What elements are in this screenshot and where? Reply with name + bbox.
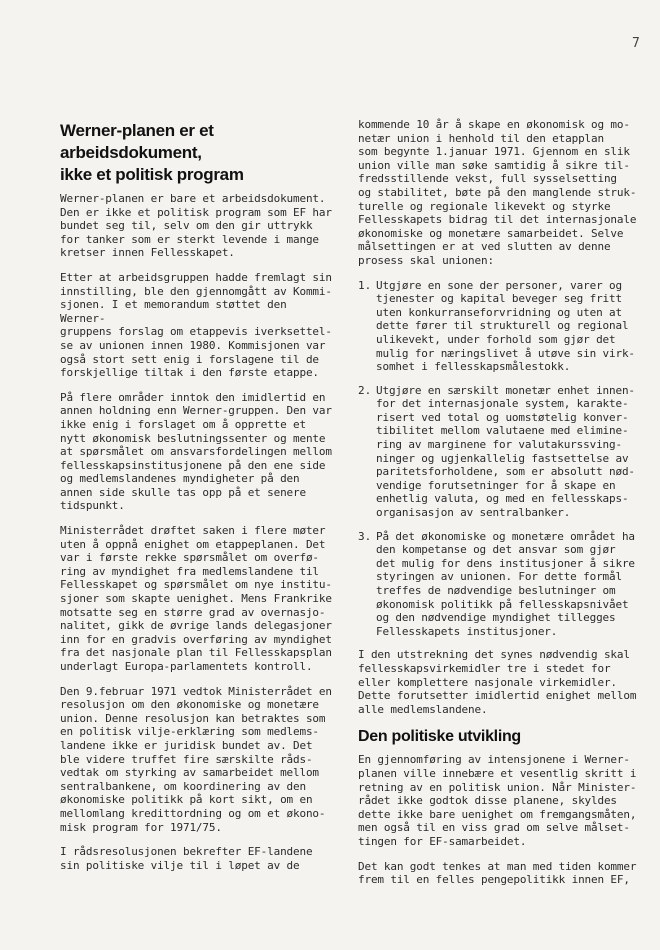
paragraph: En gjennomføring av intensjonene i Werner- planen ville innebære et vesentlig skritt i retning av en politisk union. Når Minister- rådet ikke godtok disse planene, skyldes dette ikke bare uenighet om fremgangsmåten, men også til en viss grad om selve målset- tingen for EF-samarbeidet. (358, 753, 637, 848)
list-item-number: 2. (358, 383, 372, 397)
page-number: 7 (632, 36, 640, 51)
article-title-line-2: ikke et politisk program (60, 165, 244, 184)
list-item-number: 1. (358, 278, 372, 292)
numbered-list (358, 279, 640, 639)
list-item-number: 3. (358, 529, 372, 543)
paragraph: Ministerrådet drøftet saken i flere møter uten å oppnå enighet om etappeplanen. Det var i første rekke spørsmålet om overfø- ring av myndighet fra medlemslandene til Fellesskapet og spørsmålet om nye institu- sjoner som skapte uenighet. Mens Frankrike motsatte seg en større grad av overnasjo- nalitet, gikk de øvrige lands delegasjoner inn for en gradvis overføring av myndighet fra det nasjonale plan til Fellesskapsplan underlagt Europa-parlamentets kontroll. (60, 524, 332, 673)
paragraph: Etter at arbeidsgruppen hadde fremlagt sin innstilling, ble den gjennomgått av Kommi- sjonen. I et memorandum støttet den Werner- gruppens forslag om etappevis iverksettel- se av unionen innen 1980. Kommisjonen var også stort sett enig i forslagene til de forskjellige tiltak i den første etappe. (60, 270, 332, 380)
paragraph: kommende 10 år å skape en økonomisk og mo- netær union i henhold til den etapplan som begynte 1.januar 1971. Gjennom en slik union ville man søke samtidig å sikre til- fredsstillende vekst, full sysselsetting og stabilitet, bøte på den manglende struk- turelle og regionale likevekt og styrke Fellesskapets bidrag til det internasjonale økonomiske og monetære samarbeidet. Selve målsettingen er at ved slutten av denne prosess skal unionen: (358, 118, 637, 267)
article-title (60, 120, 338, 186)
right-column (358, 118, 640, 898)
paragraph: Den 9.februar 1971 vedtok Ministerrådet en resolusjon om den økonomiske og monetære union. Denne resolusjon kan betraktes som en politisk vilje-erklæring som medlems- landene ikke er juridisk bundet av. Det ble videre truffet fire særskilte råds- vedtak om styrking av samarbeidet mellom sentralbankene, om koordinering av den økonomiske politikk på kort sikt, om en mellomlang kredittordning og om et økono- misk program for 1971/75. (60, 684, 332, 834)
list-item-text: Utgjøre en særskilt monetær enhet innen- for det internasjonale system, karakte- risert ved total og uomstøtelig konver- tibilitet mellom valutaene med elimine- ring av marginene for valutakurssving- ninger og ugjenkallelig fastsettelse av paritetsforholdene, som er absolutt nød- vendige forutsetninger for å skape en enhetlig valuta, og med en fellesskaps- organisasjon av sentralbanker. (376, 383, 635, 520)
paragraph: På flere områder inntok den imidlertid en annen holdning enn Werner-gruppen. Den var ikke enig i forslaget om å opprette et nytt økonomisk beslutningssenter og mente at spørsmålet om ansvarsfordelingen mellom fellesskapsinstitusjonene på den ene side og medlemslandenes myndigheter på den annen side skulle tas opp på et senere tidspunkt. (60, 390, 332, 513)
section-heading: Den politiske utvikling (358, 728, 521, 746)
list-item-text: På det økonomiske og monetære området ha den kompetanse og det ansvar som gjør det mulig for dens institusjoner å sikre styringen av unionen. For dette formål treffes de nødvendige beslutninger om økonomisk politikk på fellesskapsnivået og den nødvendige myndighet tillegges Fellesskapets institusjoner. (376, 529, 635, 638)
list-item-text: Utgjøre en sone der personer, varer og tjenester og kapital beveger seg fritt uten konkurranseforvridning og uten at dette fører til strukturell og regional ulikevekt, under forhold som gjør det mulig for næringslivet å utøve sin virk- somhet i fellesskapsmålestokk. (376, 278, 635, 374)
paragraph: Det kan godt tenkes at man med tiden kommer frem til en felles pengepolitikk innen EF, (358, 859, 637, 887)
list-item (358, 530, 640, 639)
list-item (358, 279, 640, 374)
paragraph: I den utstrekning det synes nødvendig skal fellesskapsvirkemidler tre i stedet for eller komplettere nasjonale virkemidler. Dette forutsetter imidlertid enighet mellom alle medlemslandene. (358, 648, 637, 716)
list-item (358, 384, 640, 520)
left-column (60, 118, 338, 883)
paragraph: I rådsresolusjonen bekrefter EF-landene sin politiske vilje til i løpet av de (60, 845, 313, 872)
paragraph: Werner-planen er bare et arbeidsdokument. Den er ikke et politisk program som EF har bundet seg til, selv om den gir uttrykk for tanker som er sterkt levende i mange kretser innen Fellesskapet. (60, 192, 332, 260)
article-title-line-1: Werner-planen er et arbeidsdokument, (60, 121, 214, 162)
